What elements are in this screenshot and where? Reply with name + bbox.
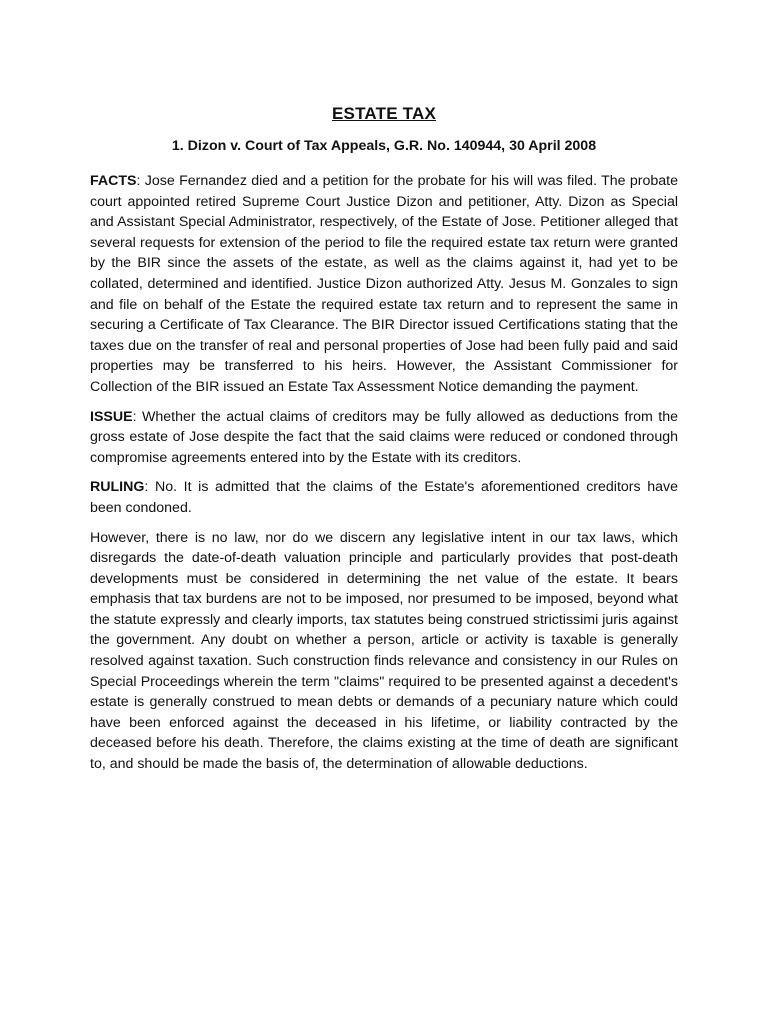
issue-label: ISSUE: [90, 408, 133, 425]
issue-paragraph: [90, 407, 678, 469]
document-page: [90, 104, 678, 784]
ruling-text: : No. It is admitted that the claims of the Estate's aforementioned creditors have been condoned.: [90, 479, 678, 516]
issue-text: : Whether the actual claims of creditors may be fully allowed as deductions from the gross estate of Jose despite the fact that the said claims were reduced or condoned through compromise agreements entered into by the Estate with its creditors.: [90, 408, 678, 466]
facts-label: FACTS: [90, 173, 137, 189]
facts-text: : Jose Fernandez died and a petition for the probate for his will was filed. The probate court appointed retired Supreme Court Justice Dizon and petitioner, Atty. Dizon as Special and Assistant Special Administrator, respectively, of the Estate of Jose. Petitioner alleged that several requests for extension of the period to file the required estate tax return were granted by the BIR since the assets of the estate, as well as the claims against it, had yet to be collated, determined and identified. Justice Dizon authorized Atty. Jesus M. Gonzales to sign and file on behalf of the Estate the required estate tax return and to represent the same in securing a Certificate of Tax Clearance. The BIR Director issued Certifications stating that the taxes due on the transfer of real and personal properties of Jose had been fully paid and said properties may be transferred to his heirs. However, the Assistant Commissioner for Collection of the BIR issued an Estate Tax Assessment Notice demanding the payment.: [90, 173, 678, 395]
ruling-paragraph: [90, 477, 678, 518]
document-title: ESTATE TAX: [332, 104, 436, 123]
ruling-continued-paragraph: However, there is no law, nor do we discern any legislative intent in our tax laws, which disregards the date-of-death valuation principle and particularly provides that post-death developments must be considered in determining the net value of the estate. It bears emphasis that tax burdens are not to be imposed, nor presumed to be imposed, beyond what the statute expressly and clearly imports, tax statutes being construed strictissimi juris against the government. Any doubt on whether a person, article or activity is taxable is generally resolved against taxation. Such construction finds relevance and consistency in our Rules on Special Proceedings wherein the term "claims" required to be presented against a decedent's estate is generally construed to mean debts or demands of a pecuniary nature which could have been enforced against the deceased in his lifetime, or liability contracted by the deceased before his death. Therefore, the claims existing at the time of death are significant to, and should be made the basis of, the determination of allowable deductions.: [90, 529, 678, 773]
case-title: 1. Dizon v. Court of Tax Appeals, G.R. No. 140944, 30 April 2008: [171, 138, 597, 154]
facts-paragraph: [90, 171, 678, 398]
ruling-label: RULING: [90, 479, 145, 496]
